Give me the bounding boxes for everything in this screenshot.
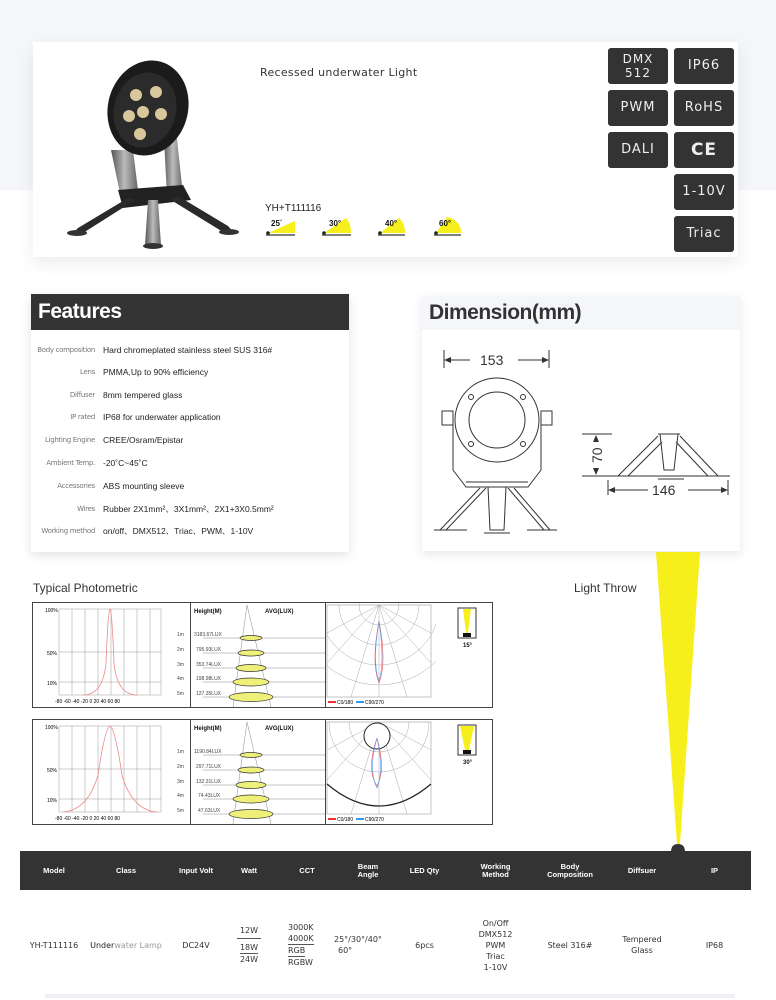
badge-triac: Triac [674, 216, 734, 252]
diffuser-cell: Tempered Glass [622, 935, 662, 955]
feature-row: Body composition Hard chromeplated stainless steel SUS 316# [37, 345, 273, 355]
beam-angle-label: 15° [463, 643, 473, 649]
svg-text:50%: 50% [47, 768, 58, 774]
col-model: Model [43, 865, 65, 875]
beam-angle-30-icon: 30° [321, 217, 377, 239]
watt-cell: 12W 18W 24W [228, 890, 270, 1000]
col-beam-angle: Beam Angle [357, 861, 379, 879]
working-method-cell: On/Off DMX512 PWM Triac 1-10V [478, 918, 513, 972]
light-throw-title: Light Throw [574, 581, 637, 595]
col-led-qty: LED Qty [409, 865, 440, 875]
dimension-153: 153 [480, 352, 504, 368]
dimension-panel [422, 296, 740, 551]
features-panel [31, 294, 349, 552]
svg-text:10%: 10% [47, 681, 58, 687]
svg-text:50%: 50% [47, 651, 58, 657]
badge-dmx512: DMX 512 [608, 48, 668, 84]
dimension-drawing [422, 330, 740, 550]
dimension-146: 146 [652, 482, 676, 498]
svg-text:C90/270: C90/270 [365, 817, 384, 823]
dimension-70: 70 [589, 447, 605, 463]
feature-row: Lens PMMA,Up to 90% efficiency [80, 367, 209, 377]
col-diffuser: Diffsuer [627, 865, 657, 875]
col-body-composition: Body Composition [547, 861, 593, 879]
polar-candela-chart [326, 603, 436, 707]
feature-row: IP rated IP68 for underwater application [70, 412, 221, 422]
product-photo [63, 50, 243, 250]
beam-angle-cell: 25°/30°/40° 60° [334, 935, 382, 955]
svg-text:C0/180: C0/180 [337, 817, 354, 823]
polar-candela-chart [326, 720, 436, 824]
beam-angle-60-icon: 60° [433, 217, 489, 239]
svg-text:C90/270: C90/270 [365, 700, 384, 706]
col-cct: CCT [299, 865, 315, 875]
svg-text:10%: 10% [47, 798, 58, 804]
svg-text:-80 -60 -40 -20 0 20 40 60: -80 -60 -40 -20 0 20 40 60 80 [55, 699, 121, 705]
beam-angle-25-icon: 25´ [265, 217, 321, 239]
badge-1-10v: 1-10V [674, 174, 734, 210]
dimension-title: Dimension(mm) [422, 296, 740, 330]
badge-dali: DALI [608, 132, 668, 168]
col-ip: IP [710, 865, 719, 875]
svg-text:100%: 100% [45, 725, 58, 731]
bottom-divider [45, 994, 735, 998]
beam-angle-label: 30° [463, 760, 473, 766]
product-hero-card [33, 42, 738, 257]
col-watt: Watt [241, 865, 257, 875]
beam-30-icon [457, 724, 477, 756]
light-throw-beam-icon [650, 552, 710, 852]
table-row: YH-T111116 Under water Lamp DC24V 12W 18W 24W 3000K 4000K RGB RGBW 25°/30°/40° 60° 6pcs On/Off DMX512 PWM Triac 1-10V Steel 316# Tempered Glass IP68 [20, 890, 751, 1000]
badge-pwm: PWM [608, 90, 668, 126]
feature-row: Working method on/off、DMX512、Triac、PWM、1-10V [41, 526, 254, 536]
col-class: Class [115, 865, 136, 875]
model-code: YH+T111116 [265, 203, 322, 214]
feature-row: Diffuser 8mm tempered glass [69, 390, 183, 400]
feature-row: Lighting Engine CREE/Osram/Epistar [44, 435, 184, 445]
feature-row: Ambient Temp. -20˚C~45˚C [46, 458, 148, 468]
svg-text:-80 -60 -40 -20 0 20 40 60: -80 -60 -40 -20 0 20 40 60 80 [55, 816, 121, 822]
col-working-method: Working Method [480, 861, 511, 879]
feature-row: Wires Rubber 2X1mm²、3X1mm²、2X1+3X0.5mm² [77, 504, 274, 514]
col-input-volt: Input Volt [178, 865, 214, 875]
beam-15-icon [457, 607, 477, 639]
svg-text:C0/180: C0/180 [337, 700, 354, 706]
photometric-panel-15: 100% 50% 10% -80 -60 -40 -20 0 20 40 60 80 Height(M) AVG(LUX) 1m 2m 3m 4m 5m 3183.67LUX 795.93LUX 353.74LUX 198.98LUX 127.35LUX C0/180 C90/270 15° [32, 602, 493, 708]
feature-row: Accessories ABS mounting sleeve [57, 481, 185, 491]
spec-table [20, 851, 751, 1000]
svg-text:100%: 100% [45, 608, 58, 614]
photometric-panel-30: 100% 50% 10% -80 -60 -40 -20 0 20 40 60 80 Height(M) AVG(LUX) 1m 2m 3m 4m 5m 1190.84LUX 297.71LUX 132.31LUX 74.43LUX 47.63LUX C0/180 C90/270 30° [32, 719, 493, 825]
badge-ip66: IP66 [674, 48, 734, 84]
product-title: Recessed underwater Light [260, 66, 418, 79]
spec-table-header [20, 851, 751, 890]
badge-rohs: RoHS [674, 90, 734, 126]
photometric-title: Typical Photometric [33, 581, 138, 595]
ce-mark-icon: CE [674, 132, 734, 168]
features-title: Features [31, 294, 349, 330]
cct-cell: 3000K 4000K RGB RGBW [288, 923, 314, 967]
beam-angle-icons [265, 217, 489, 239]
beam-angle-40-icon: 40° [377, 217, 433, 239]
